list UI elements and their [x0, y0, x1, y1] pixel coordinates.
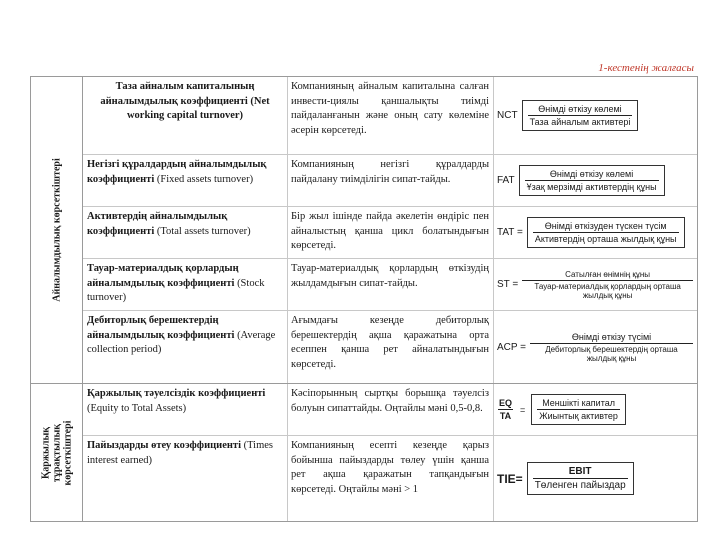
- indicator-name-bold: Тауар-материалдық қорлардың айналымдылық коэффициенті: [87, 263, 239, 289]
- indicator-name-bold: Таза айналым капиталының айналымдылық коэффициенті (Net working capital turnover): [100, 81, 270, 121]
- indicator-formula: [497, 311, 693, 383]
- table-row: [83, 77, 697, 155]
- indicator-description: Компанияның айналым капиталына салған инвести-циялы қаншалықты тиімді пайдаланғанын және оның сату көлеміне әсерін көрсетеді.: [291, 81, 489, 136]
- indicator-name-english: (Stock turnover): [87, 277, 265, 303]
- group-stability-line3: көрсеткіштері: [62, 420, 73, 485]
- table-row: [83, 155, 697, 207]
- indicator-description: Компанияның есепті кезеңде қарыз бойынша пайыздарды төлеу үшін қанша рет ақша қаражатын тапқандығын көрсетеді. Оңтайлы мәні > 1: [291, 440, 489, 495]
- formula-numerator: Өнімді өткізу түсімі: [571, 331, 652, 342]
- table-row: [83, 311, 697, 384]
- indicator-name-bold: Активтердің айналымдылық коэффициенті: [87, 211, 228, 237]
- indicator-name: [87, 80, 283, 124]
- formula-numerator: Өнімді өткізуден түскен түсім: [544, 221, 667, 231]
- formula-denominator: Тауар-материалдық қорлардың орташа жылдық құны: [522, 280, 693, 300]
- indicator-formula: [497, 436, 693, 521]
- indicator-name-bold: Дебиторлық берешектердің айналымдылық коэффициенті: [87, 315, 235, 341]
- indicator-description: Кәсіпорынның сыртқы борышқа тәуелсіз болуын сипаттайды. Оңтайлы мәні 0,5-0,8.: [291, 388, 489, 414]
- formula-denominator: Активтердің орташа жылдық құны: [534, 234, 677, 244]
- group-activity: [31, 77, 83, 384]
- formula-denominator: Төленген пайыздар: [534, 480, 626, 491]
- formula-denominator: Дебиторлық берешектердің орташа жылдық құны: [530, 343, 693, 363]
- group-stability: [31, 384, 83, 521]
- indicator-name-bold: Қаржылық тәуелсіздік коэффициенті: [87, 388, 266, 399]
- indicator-formula: [497, 207, 693, 258]
- table-caption: 1-кестенің жалғасы: [598, 62, 694, 74]
- table-row: [83, 259, 697, 311]
- table-row: [83, 384, 697, 436]
- formula-numerator: Өнімді өткізу көлемі: [549, 169, 634, 179]
- indicator-formula: [497, 155, 693, 206]
- indicator-name: [87, 387, 283, 416]
- indicator-formula: [497, 259, 693, 310]
- indicator-description: Ағымдағы кезеңде дебиторлық берешектердің ақша қаражатына орта есеппен қанша рет айналатындығын көрсетеді.: [291, 315, 489, 370]
- formula-numerator: Меншікті капитал: [542, 398, 615, 408]
- indicator-name: [87, 262, 283, 306]
- group-stability-label: [40, 420, 73, 485]
- indicators-table: [30, 76, 698, 522]
- formula-symbol: TAT =: [497, 227, 523, 238]
- indicator-formula: [497, 77, 693, 154]
- indicator-name-english: (Equity to Total Assets): [87, 402, 187, 414]
- formula-symbol: ACP =: [497, 341, 526, 353]
- indicator-name-english: (Average collection period): [87, 329, 276, 355]
- formula-numerator: EBIT: [568, 466, 592, 477]
- table-row: [83, 207, 697, 259]
- indicator-name: [87, 210, 283, 239]
- indicator-description: Бір жыл ішінде пайда әкелетін өндіріс пен айналыстың қанша цикл болатындығын көрсетеді.: [291, 211, 489, 251]
- table-row: [83, 436, 697, 521]
- formula-numerator: Сатылған өнімнің құны: [565, 269, 651, 279]
- formula-symbol-denominator: TA: [499, 411, 512, 421]
- formula-denominator: Ұзақ мерзімді активтердің құны: [526, 182, 657, 192]
- formula-symbol: FAT: [497, 175, 515, 186]
- formula-symbol-numerator: EQ: [499, 398, 513, 408]
- group-activity-label: Айналымдылық көрсеткіштері: [51, 158, 62, 302]
- indicator-name-bold: Негізгі құралдардың айналымдылық коэффициенті: [87, 159, 267, 185]
- indicator-formula: $\frac{EQ}{TA}$ = $\frac{\text{Меншікті капитал}}{\text{Жиынтық активтер}}$: [497, 384, 693, 435]
- formula-denominator: Жиынтық активтер: [539, 411, 618, 421]
- formula-numerator: Өнімді өткізу көлемі: [538, 104, 622, 114]
- indicator-name: [87, 158, 283, 187]
- indicator-description: Тауар-материалдық қорлардың өткізудің жылдамдығын сипат-тайды.: [291, 263, 489, 289]
- indicator-name-english: (Times interest earned): [87, 440, 274, 466]
- indicator-name: [87, 439, 283, 468]
- indicator-name-english: (Total assets turnover): [156, 225, 251, 237]
- indicator-name: [87, 314, 283, 358]
- indicator-name-bold: Пайыздарды өтеу коэффициенті: [87, 440, 242, 451]
- group-stability-line2: тұрақтылық: [51, 423, 62, 482]
- indicator-name-english: (Fixed assets turnover): [156, 173, 254, 185]
- formula-symbol: ST =: [497, 279, 519, 290]
- formula-denominator: Таза айналым активтері: [529, 117, 631, 127]
- indicator-description: Компанияның негізгі құралдарды пайдалану тиімділігін сипат-тайды.: [291, 159, 489, 185]
- formula-symbol: TIE=: [497, 471, 523, 486]
- formula-symbol: NCT: [497, 110, 518, 121]
- group-stability-line1: Қаржылық: [40, 426, 51, 479]
